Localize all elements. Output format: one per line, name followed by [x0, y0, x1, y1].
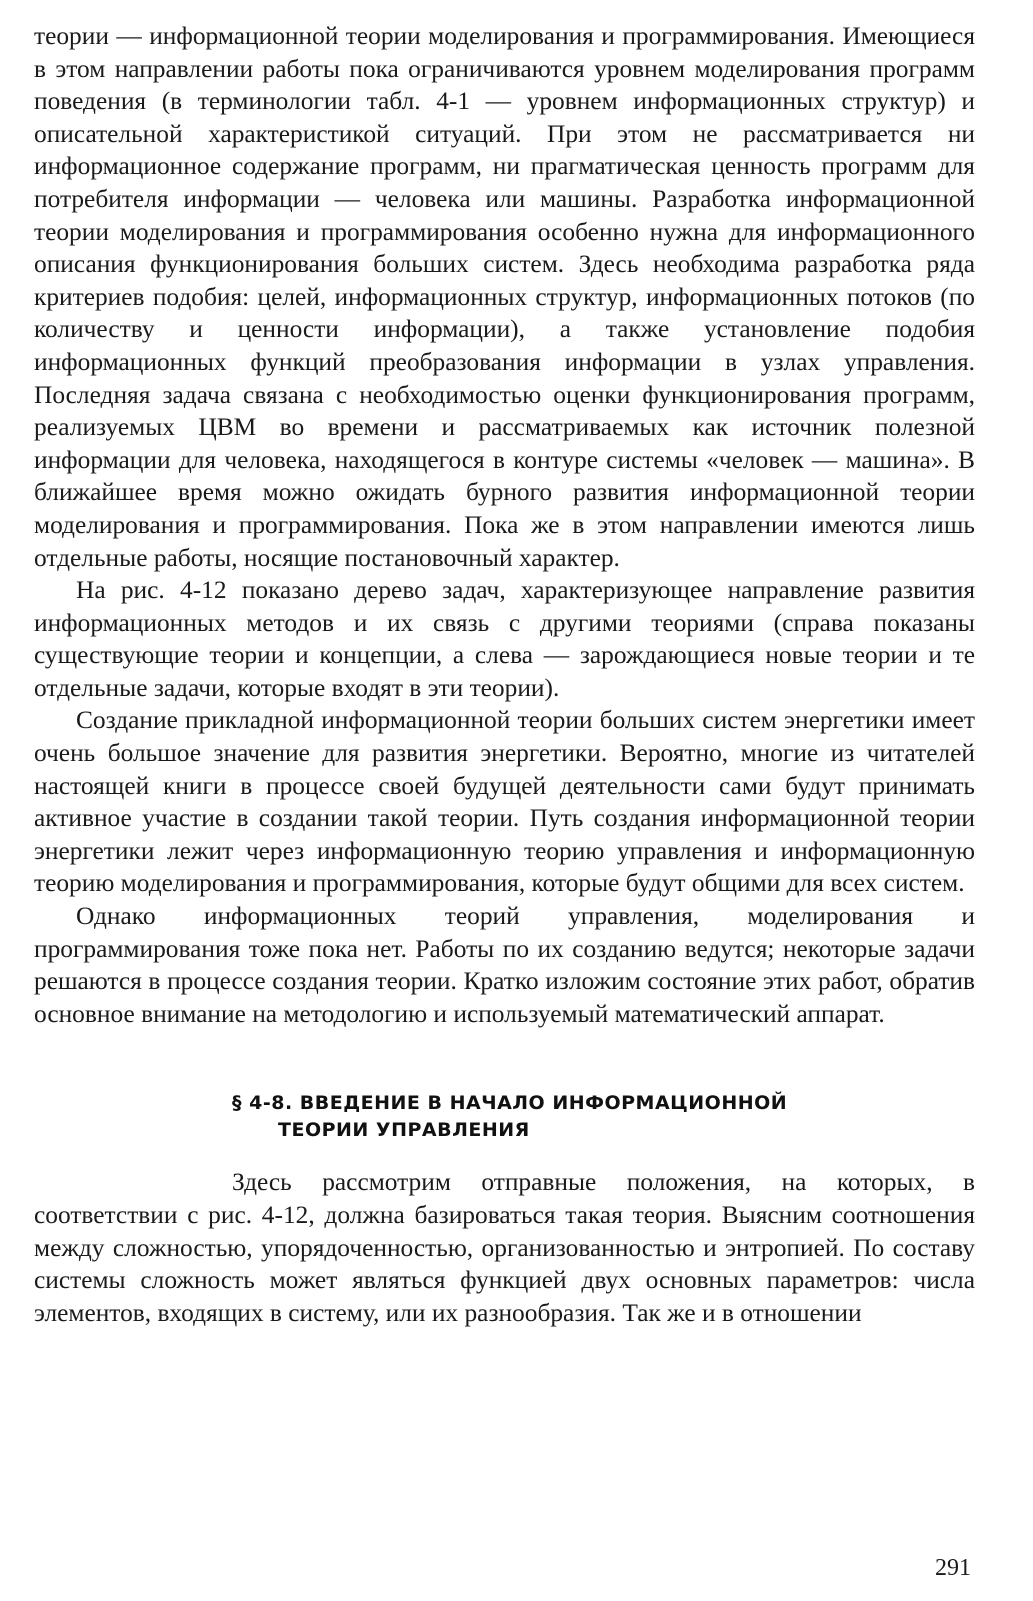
section-heading [34, 1090, 975, 1144]
section-heading-line-2: ТЕОРИИ УПРАВЛЕНИЯ [278, 1119, 530, 1142]
paragraph-2: На рис. 4-12 показано дерево задач, характеризующее направление развития информационных методов и их связь с другими теориями (справа показаны существующие теории и концепции, а слева — зарождающиеся новые теории и те отдельные задачи, которые входят в эти теории). [34, 576, 975, 702]
section-paragraph: Здесь рассмотрим отправные положения, на которых, в соответствии с рис. 4-12, должна базироваться такая теория. Выясним соотношения между сложностью, упорядоченностью, организованностью и энтропией. По составу системы сложность может являться функцией двух основных параметров: числа элементов, входящих в систему, или их разнообразия. Так же и в отношении [34, 1168, 975, 1327]
paragraph-4: Однако информационных теорий управления, моделирования и программирования тоже пока нет. Работы по их созданию ведутся; некоторые задачи решаются в процессе создания теории. Кратко изложим состояние этих работ, обратив основное внимание на методологию и используемый математический аппарат. [34, 902, 975, 1028]
paragraph-1: теории — информационной теории моделирования и программирования. Имеющиеся в этом направлении работы пока ограничиваются уровнем моделирования программ поведения (в терминологии табл. 4-1 — уровнем информационных структур) и описательной характеристикой ситуаций. При этом не рассматривается ни информационное содержание программ, ни прагматическая ценность программ для потребителя информации — человека или машины. Разработка информационной теории моделирования и программирования особенно нужна для информационного описания функционирования больших систем. Здесь необходима разработка ряда критериев подобия: целей, информационных структур, информационных потоков (по количеству и ценности информации), а также установление подобия информационных функций преобразования информации в узлах управления. Последняя задача связана с необходимостью оценки функционирования программ, реализуемых ЦВМ во времени и рассматриваемых как источник полезной информации для человека, находящегося в контуре системы «человек — машина». В ближайшее время можно ожидать бурного развития информационной теории моделирования и программирования. Пока же в этом направлении имеются лишь отдельные работы, носящие постановочный характер. [34, 22, 975, 572]
section-heading-line-1: § 4-8. ВВЕДЕНИЕ В НАЧАЛО ИНФОРМАЦИОННОЙ [232, 1092, 788, 1115]
paragraph-3: Создание прикладной информационной теории больших систем энергетики имеет очень большое значение для развития энергетики. Вероятно, многие из читателей настоящей книги в процессе своей будущей деятельности сами будут принимать активное участие в создании такой теории. Путь создания информационной теории энергетики лежит через информационную теорию управления и информационную теорию моделирования и программирования, которые будут общими для всех систем. [34, 706, 975, 898]
page-number: 291 [935, 1555, 971, 1581]
